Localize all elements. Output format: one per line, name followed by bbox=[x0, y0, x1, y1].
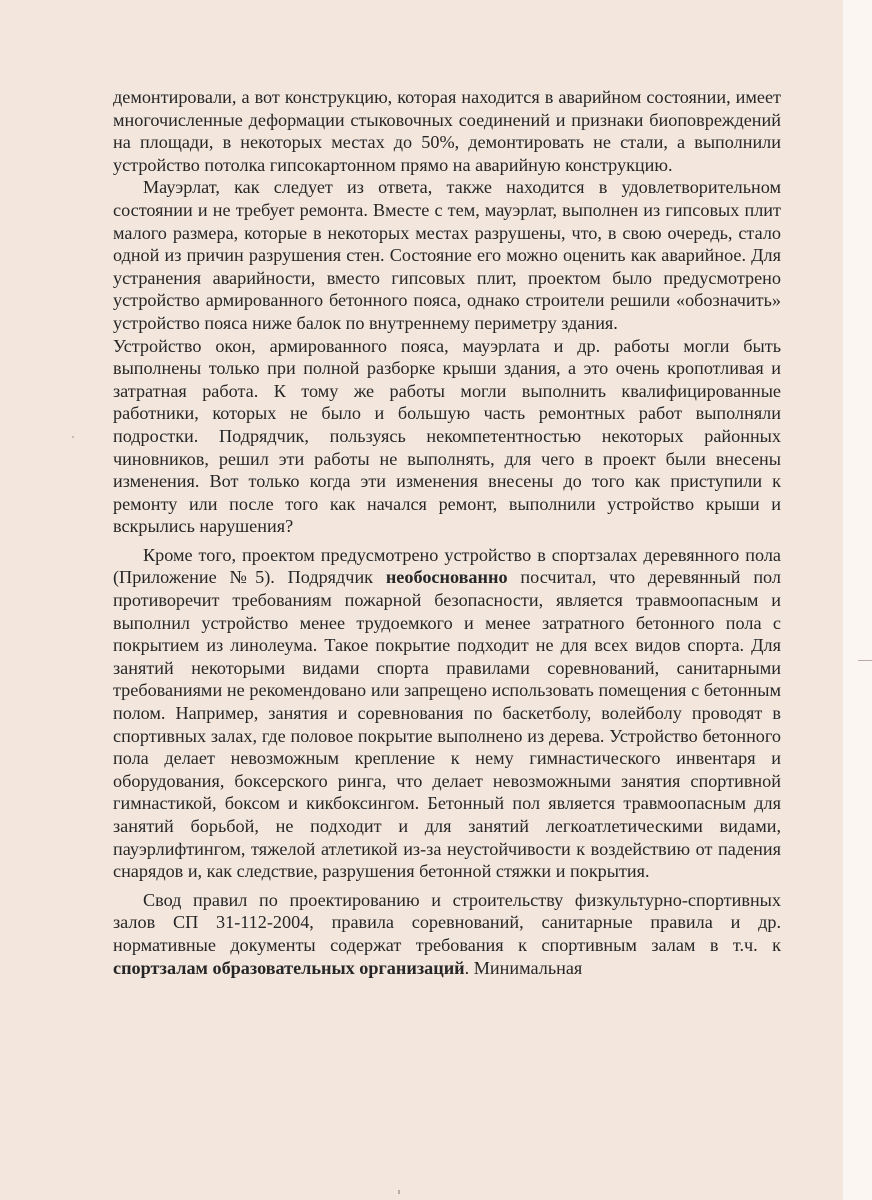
paragraph-4 bbox=[113, 544, 781, 883]
paragraph-4-bold-text: необоснованно bbox=[385, 567, 508, 588]
paragraph-3 bbox=[113, 335, 781, 538]
paragraph-4-text-a: Кроме того, проектом предусмотрено устройство в спортзалах деревянного пола (Приложение №5). Подрядчик bbox=[113, 544, 781, 588]
scan-edge bbox=[843, 0, 872, 1200]
paragraph-5-text-a: Свод правил по проектированию и строительству физкультурно-спортивных залов СП 31-112-2004, правила соревнований, санитарные правила и др. нормативные документы содержат требования к спортивным залам в т.ч. к bbox=[113, 889, 781, 955]
scan-speck bbox=[858, 660, 872, 661]
scan-speck bbox=[72, 436, 74, 438]
paragraph-2 bbox=[113, 176, 781, 334]
paragraph-5-bold-text: спортзалам образовательных организаций bbox=[113, 957, 465, 978]
document-body bbox=[113, 86, 781, 979]
paragraph-4-text-b: посчитал, что деревянный пол противоречит требованиям пожарной безопасности, является травмоопасным и выполнил устройство менее трудоемкого и менее затратного бетонного пола с покрытием из линолеума. Такое покрытие подходит не для всех видов спорта. Для занятий некоторыми видами спорта правилами соревнований, санитарными требованиями не рекомендовано или запрещено использовать помещения с бетонным полом. Например, занятия и соревнования по баскетболу, волейболу проводят в спортивных залах, где половое покрытие выполнено из дерева. Устройство бетонного пола делает невозможным крепление к нему гимнастического инвентаря и оборудования, боксерского ринга, что делает невозможными занятия спортивной гимнастикой, боксом и кикбоксингом. Бетонный пол является травмоопасным для занятий борьбой, не подходит и для занятий легкоатлетическими видами, пауэрлифтингом, тяжелой атлетикой из-за неустойчивости к воздействию от падения снарядов и, как следствие, разрушения бетонной стяжки и покрытия. bbox=[113, 567, 781, 882]
paragraph-3-text: Устройство окон, армированного пояса, мауэрлата и др. работы могли быть выполнены только при полной разборке крыши здания, а это очень кропотливая и затратная работа. К тому же работы могли выполнить квалифицированные работники, которых не было и большую часть ремонтных работ выполняли подростки. Подрядчик, пользуясь некомпетентностью некоторых районных чиновников, решил эти работы не выполнять, для чего в проект были внесены изменения. Вот только когда эти изменения внесены до того как приступили к ремонту или после того как начался ремонт, выполнили устройство крыши и вскрылись нарушения? bbox=[113, 335, 781, 537]
paragraph-1 bbox=[113, 86, 781, 176]
paragraph-2-text: Мауэрлат, как следует из ответа, также находится в удовлетворительном состоянии и не требует ремонта. Вместе с тем, мауэрлат, выполнен из гипсовых плит малого размера, которые в некоторых местах разрушены, что, в свою очередь, стало одной из причин разрушения стен. Состояние его можно оценить как аварийное. Для устранения аварийности, вместо гипсовых плит, проектом было предусмотрено устройство армированного бетонного пояса, однако строители решили «обозначить» устройство пояса ниже балок по внутреннему периметру здания. bbox=[113, 177, 781, 333]
scan-speck bbox=[398, 1190, 400, 1194]
paragraph-5 bbox=[113, 889, 781, 979]
paragraph-1-text: демонтировали, а вот конструкцию, которая находится в аварийном состоянии, имеет многочисленные деформации стыковочных соединений и признаки биоповреждений на площади, в некоторых местах до 50%, демонтировать не стали, а выполнили устройство потолка гипсокартонном прямо на аварийную конструкцию. bbox=[113, 87, 781, 175]
paragraph-5-text-b: . Минимальная bbox=[464, 957, 583, 978]
